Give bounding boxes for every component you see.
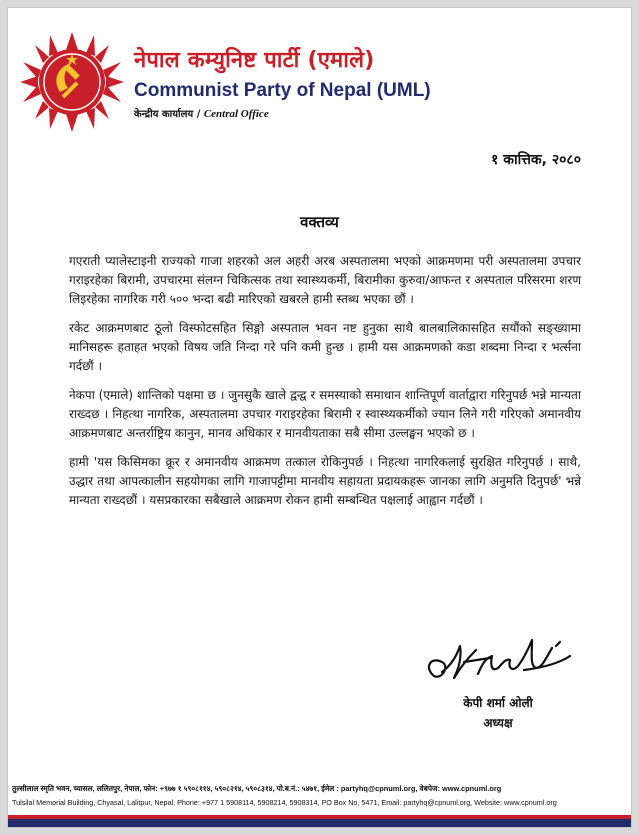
statement-title: वक्तव्य: [300, 213, 339, 231]
letter-page: [8, 8, 631, 827]
paragraph: नेकपा (एमाले) शान्तिको पक्षमा छ । जुनसुकै खाले द्वन्द्व र समस्याको समाधान शान्तिपूर्ण वार्ताद्वारा गरिनुपर्छ भन्ने मान्यता राख्दछ । निहत्था नागरिक, अस्पतालमा उपचार गराइरहेका बिरामी र स्वास्थ्यकर्मीको ज्यान लिने गरी गरिएको अमानवीय आक्रमणबाट अन्तर्राष्ट्रिय कानुन, मानव अधिकार र मानवीयताका सबै सीमा उल्लङ्घन भएको छ ।: [69, 388, 581, 440]
handwritten-signature: [420, 628, 580, 690]
footer-address-english: Tulsilal Memorial Building, Chyasal, Lalitpur, Nepal, Phone: +977 1 5908114, 5908214, 5908314, PO Box No, 5471, Email: partyhq@cpnuml.org, Website: www.cpnuml.org: [12, 798, 557, 807]
paragraph: हामी 'यस किसिमका क्रूर र अमानवीय आक्रमण तत्काल रोकिनुपर्छ । निहत्था नागरिकलाई सुरक्षित गरिनुपर्छ । साथै, उद्धार तथा आपत्कालीन सहयोगका लागि गाजापट्टीमा मानवीय सहायता प्रदायकहरू जानका लागि अनुमति दिनुपर्छ' भन्ने मान्यता राख्दछौं । यसप्रकारका सबैखाले आक्रमण रोकन हामी सम्बन्धित पक्षलाई आह्वान गर्दछौं ।: [69, 455, 581, 507]
signatory-designation: अध्यक्ष: [483, 716, 513, 730]
statement-body: [69, 252, 581, 520]
office-label-nepali: केन्द्रीय कार्यालय: [134, 109, 194, 120]
letter-date: १ कात्तिक, २०८०: [491, 152, 581, 168]
office-label: [134, 106, 269, 120]
party-name-nepali: नेपाल कम्युनिष्ट पार्टी (एमाले): [134, 48, 375, 73]
party-emblem-logo: [16, 28, 128, 136]
footer-blue-stripe: [8, 819, 631, 827]
office-label-english: Central Office: [203, 108, 269, 120]
footer-address-nepali: तुल्सीलाल स्मृति भवन, च्यासल, ललितपुर, नेपाल, फोन: +९७७ १ ५९०८११४, ५९०८२१४, ५९०८३१४, पो.ब.नं.: ५४७१, ईमेल : partyhq@cpnuml.org, वेबपेज: www.cpnuml.org: [12, 784, 502, 793]
signatory-block: [438, 693, 558, 733]
paragraph: रकेट आक्रमणबाट ठूलो विस्फोटसहित सिङ्गो अस्पताल भवन नष्ट हुनुका साथै बालबालिकासहित सयौंको सङ्ख्यामा मानिसहरू हताहत भएको विषय जति निन्दा गरे पनि कमी हुन्छ । हामी यस आक्रमणको कडा शब्दमा निन्दा र भर्त्सना गर्दछौं ।: [69, 321, 581, 373]
office-label-separator: /: [196, 109, 201, 120]
signatory-name: केपी शर्मा ओली: [463, 696, 533, 710]
paragraph: गएराती प्यालेस्टाइनी राज्यको गाजा शहरको अल अहरी अरब अस्पतालमा भएको आक्रमणमा परी अस्पतालमा उपचार गराइरहेका बिरामी, उपचारमा संलग्न चिकित्सक तथा स्वास्थ्यकर्मी, बिरामीका कुरुवा/आफन्त र अस्पताल परिसरमा शरण लिइरहेका नागरिक गरी ५०० भन्दा बढी मारिएको खबरले हामी स्तब्ध भएका छौं ।: [69, 254, 581, 306]
party-name-english: Communist Party of Nepal (UML): [134, 80, 431, 101]
